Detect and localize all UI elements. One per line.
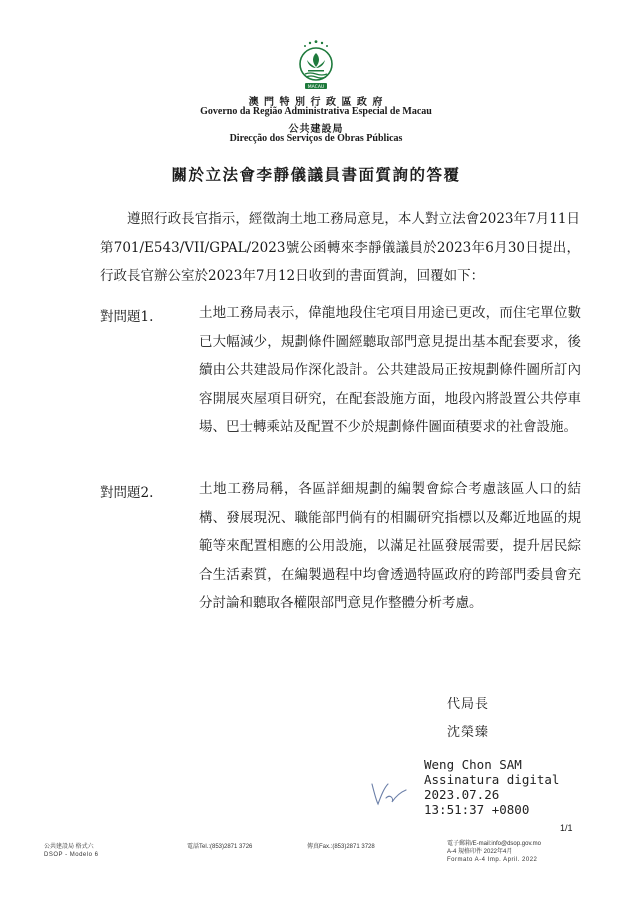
intro-paragraph: 遵照行政長官指示，經徵詢土地工務局意見，本人對立法會2023年7月11日第701/E543/VII/GPAL/2023號公函轉來李靜儀議員於2023年6月30日提出，行政長官辦公室於2023年7月12日收到的書面質詢，回覆如下： [100, 211, 580, 284]
page-number: 1/1 [560, 823, 573, 833]
answer-2-label: 對問題2. [100, 485, 154, 501]
digital-signature-time: 13:51:37 +0800 [424, 802, 530, 817]
footer-model-zh: 公共建設局 格式六 [44, 844, 94, 850]
footer-model [44, 843, 98, 859]
digital-signature-date: 2023.07.26 [424, 787, 500, 802]
footer-telephone: 電話Tel.:(853)2871 3726 [187, 844, 253, 850]
handwritten-signature-icon [368, 778, 408, 808]
footer-email: 電子郵箱/E-mail:info@dsop.gov.mo [447, 841, 542, 847]
document-title: 關於立法會李靜儀議員書面質詢的答覆 [171, 165, 461, 184]
answer-1-label: 對問題1. [100, 309, 154, 325]
footer-format-zh: A-4 規格印件 2022年4月 [447, 849, 513, 855]
signer-name: 沈榮臻 [447, 725, 490, 740]
answer-1-text: 土地工務局表示，偉龍地段住宅項目用途已更改，而住宅單位數已大幅減少，規劃條件圖經聽取部門意見提出基本配套要求，後續由公共建設局作深化設計。公共建設局正按規劃條件圖所訂內容開展夾屋項目研究，在配套設施方面，地段內將設置公共停車場、巴士轉乘站及配置不少於規劃條件圖面積要求的社會設施。 [199, 305, 581, 436]
footer-model-pt: DSOP - Modelo 6 [44, 852, 99, 858]
footer-format-pt: Formato A-4 Imp. April. 2022 [447, 857, 538, 863]
footer-fax: 傳真Fax.:(853)2871 3728 [307, 844, 375, 850]
department-name-pt: Direcção dos Serviços de Obras Públicas [229, 133, 403, 144]
macau-emblem-icon [296, 40, 336, 90]
government-name-zh: 澳 門 特 別 行 政 區 政 府 [248, 97, 384, 108]
answer-2-text: 土地工務局稱，各區詳細規劃的編製會綜合考慮該區人口的結構、發展現況、職能部門倘有的相關研究指標以及鄰近地區的規範等來配置相應的公用設施，以滿足社區發展需要，提升居民綜合生活素質，在編製過程中均會透過特區政府的跨部門委員會充分討論和聽取各權限部門意見作整體分析考慮。 [199, 481, 581, 612]
footer-contact [447, 840, 541, 864]
government-name-pt: Governo da Região Administrativa Especial de Macau [200, 106, 432, 117]
digital-signature-block [424, 757, 559, 817]
svg-text:MACAU: MACAU [307, 85, 325, 90]
digital-signature-name: Weng Chon SAM [424, 757, 522, 772]
department-name-zh: 公共建設局 [288, 124, 344, 135]
digital-signature-label: Assinatura digital [424, 772, 560, 787]
signer-role: 代局長 [447, 697, 490, 712]
